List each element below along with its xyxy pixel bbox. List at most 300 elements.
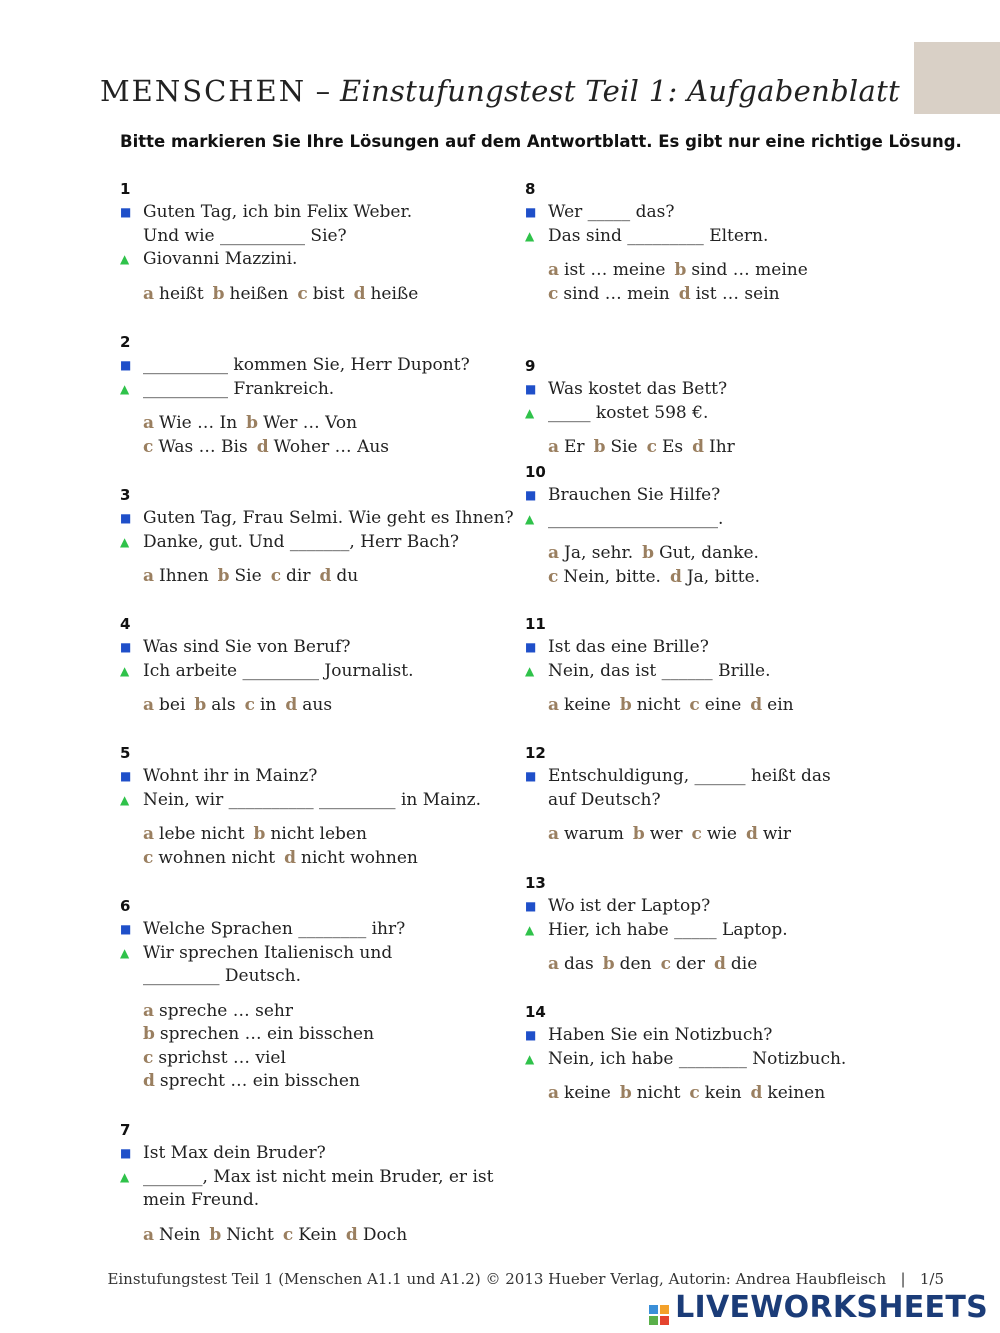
- dialogue-line: [120, 942, 405, 966]
- option-letter: b: [212, 283, 225, 304]
- dialogue-line: [525, 378, 735, 402]
- option-letter: c: [548, 566, 559, 587]
- option-letter: b: [602, 954, 615, 974]
- option-letter: a: [548, 260, 560, 280]
- option-row: [143, 1070, 405, 1094]
- answer-options: [120, 823, 481, 870]
- option-text: Nicht: [226, 1224, 274, 1245]
- option-letter: d: [256, 436, 269, 457]
- option-letter: d: [284, 847, 297, 868]
- option-text: Sie: [234, 566, 262, 586]
- dialogue-line: [120, 1142, 493, 1166]
- dialogue-text: Wir sprechen Italienisch und: [143, 942, 393, 963]
- option-a: [143, 1225, 200, 1245]
- option-letter: d: [319, 566, 332, 586]
- option-a: [143, 695, 185, 715]
- dialogue-line: [525, 508, 760, 532]
- option-d: [692, 437, 735, 457]
- title-subtitle: Einstufungstest Teil 1: Aufgabenblatt: [339, 74, 900, 108]
- title-dash: –: [306, 74, 340, 108]
- option-text: du: [336, 566, 359, 586]
- option-letter: b: [593, 437, 606, 457]
- page-number: 1/5: [919, 1270, 944, 1288]
- option-text: Was … Bis: [158, 436, 248, 457]
- option-text: nicht: [636, 1083, 681, 1103]
- option-letter: c: [646, 437, 657, 457]
- option-letter: c: [660, 954, 671, 974]
- option-text: sprichst … viel: [158, 1047, 286, 1068]
- option-text: ist … meine: [564, 260, 666, 280]
- option-a: [548, 695, 611, 715]
- option-d: [746, 824, 791, 844]
- answer-options: [120, 412, 470, 459]
- option-text: in: [259, 695, 277, 715]
- triangle-marker-icon: ▲: [120, 1169, 130, 1184]
- question-11: [525, 614, 794, 718]
- dialogue-text: mein Freund.: [143, 1190, 260, 1210]
- dialogue-text: _____ kostet 598 €.: [548, 402, 709, 423]
- dialogue-line: [120, 507, 514, 531]
- option-letter: b: [642, 543, 655, 563]
- option-letter: a: [143, 413, 155, 433]
- option-row: [143, 436, 470, 460]
- option-a: [548, 437, 585, 457]
- answer-options: [525, 694, 794, 718]
- answer-options: [525, 542, 760, 589]
- dialogue-text: Ich arbeite _________ Journalist.: [143, 660, 414, 681]
- option-d: [750, 695, 793, 715]
- option-letter: c: [548, 283, 559, 304]
- square-marker-icon: ■: [120, 769, 132, 783]
- option-d: [143, 1071, 360, 1091]
- title-brand: MENSCHEN: [99, 74, 307, 108]
- square-marker-icon: ■: [525, 1028, 537, 1042]
- option-text: nicht: [636, 695, 681, 715]
- option-c: [271, 566, 311, 586]
- option-d: [354, 284, 419, 304]
- option-text: Ihnen: [159, 566, 209, 586]
- question-number: 10: [525, 463, 546, 481]
- question-number: 5: [120, 744, 131, 762]
- option-letter: a: [548, 695, 560, 715]
- option-a: [143, 824, 245, 844]
- option-text: das: [564, 954, 594, 974]
- question-number: 14: [525, 1003, 546, 1021]
- option-letter: a: [143, 1224, 155, 1245]
- option-text: warum: [564, 824, 624, 844]
- dialogue-text: Wer _____ das?: [548, 202, 675, 222]
- option-letter: b: [674, 260, 687, 280]
- option-text: bei: [159, 695, 186, 715]
- option-text: wir: [762, 824, 791, 844]
- dialogue-text: Und wie __________ Sie?: [143, 225, 347, 246]
- answer-options: [120, 1000, 405, 1094]
- option-letter: a: [143, 695, 155, 715]
- question-2: [120, 332, 470, 459]
- option-text: Ihr: [709, 437, 735, 457]
- option-b: [633, 824, 683, 844]
- option-row: [548, 566, 760, 590]
- option-letter: b: [143, 1024, 155, 1044]
- option-letter: c: [297, 283, 308, 304]
- option-letter: c: [691, 824, 702, 844]
- option-letter: d: [669, 566, 682, 587]
- option-row: [143, 1224, 493, 1248]
- option-row: [548, 283, 808, 307]
- option-letter: b: [619, 695, 632, 715]
- option-c: [689, 1083, 741, 1103]
- option-a: [143, 413, 237, 433]
- option-d: [284, 848, 418, 868]
- dialogue-line: [120, 531, 514, 555]
- option-row: [548, 1082, 846, 1106]
- option-row: [548, 694, 794, 718]
- option-letter: d: [745, 824, 758, 844]
- option-b: [246, 413, 357, 433]
- option-text: kein: [704, 1083, 742, 1103]
- question-7: [120, 1120, 493, 1247]
- answer-options: [120, 565, 514, 589]
- option-letter: a: [143, 283, 155, 304]
- question-number: 4: [120, 615, 131, 633]
- option-text: keine: [564, 695, 611, 715]
- answer-options: [525, 953, 788, 977]
- question-number: 11: [525, 615, 546, 633]
- square-marker-icon: ■: [120, 205, 132, 219]
- option-c: [661, 954, 705, 974]
- option-b: [213, 284, 289, 304]
- footer-text: Einstufungstest Teil 1 (Menschen A1.1 und A1.2) © 2013 Hueber Verlag, Autorin: Andrea Haubfleisch: [107, 1270, 887, 1288]
- triangle-marker-icon: ▲: [525, 1051, 535, 1066]
- dialogue-line: [120, 378, 470, 402]
- question-number: 9: [525, 357, 536, 375]
- logo-text: LIVEWORKSHEETS: [675, 1290, 988, 1325]
- page-title: [100, 74, 900, 108]
- question-number: 13: [525, 874, 546, 892]
- option-a: [548, 824, 624, 844]
- option-letter: d: [750, 1083, 763, 1103]
- option-c: [548, 284, 670, 304]
- square-marker-icon: ■: [525, 382, 537, 396]
- option-d: [285, 695, 332, 715]
- option-row: [143, 823, 481, 847]
- dialogue-text: auf Deutsch?: [548, 789, 661, 810]
- dialogue-text: Ist das eine Brille?: [548, 637, 709, 657]
- option-letter: c: [270, 566, 282, 586]
- option-text: sprecht … ein bisschen: [159, 1071, 360, 1091]
- footer-separator: |: [900, 1270, 906, 1288]
- dialogue-text: Wohnt ihr in Mainz?: [143, 766, 318, 786]
- question-14: [525, 1002, 846, 1106]
- option-c: [283, 1225, 337, 1245]
- option-text: wer: [649, 824, 683, 844]
- option-letter: a: [548, 954, 560, 974]
- option-a: [548, 1083, 611, 1103]
- question-6: [120, 896, 405, 1094]
- option-text: heißen: [229, 283, 289, 304]
- triangle-marker-icon: ▲: [525, 663, 535, 678]
- dialogue-line: [525, 636, 794, 660]
- option-text: heiße: [370, 283, 419, 304]
- option-c: [689, 695, 741, 715]
- option-b: [594, 437, 638, 457]
- option-d: [679, 284, 780, 304]
- option-text: sprechen … ein bisschen: [159, 1024, 375, 1044]
- dialogue-text: Haben Sie ein Notizbuch?: [548, 1025, 773, 1045]
- option-row: [548, 436, 735, 460]
- option-b: [620, 695, 681, 715]
- dialogue-text: Was sind Sie von Beruf?: [143, 637, 351, 657]
- option-row: [143, 694, 413, 718]
- option-letter: c: [689, 695, 700, 715]
- square-marker-icon: ■: [525, 899, 537, 913]
- dialogue-line: [525, 765, 831, 789]
- option-letter: d: [353, 283, 366, 304]
- option-b: [620, 1083, 681, 1103]
- question-number: 2: [120, 333, 131, 351]
- option-c: [143, 1048, 286, 1068]
- dialogue-text: Entschuldigung, ______ heißt das: [548, 766, 831, 786]
- option-row: [143, 1047, 405, 1071]
- option-text: lebe nicht: [159, 824, 245, 844]
- option-c: [548, 567, 661, 587]
- option-text: nicht leben: [270, 824, 367, 844]
- option-row: [143, 1000, 405, 1024]
- dialogue-text: Das sind _________ Eltern.: [548, 225, 769, 246]
- option-a: [548, 954, 594, 974]
- dialogue-line: [120, 225, 418, 249]
- option-row: [143, 565, 514, 589]
- dialogue-line: [120, 248, 418, 272]
- option-c: [143, 437, 248, 457]
- answer-options: [525, 436, 735, 460]
- option-letter: b: [246, 413, 259, 433]
- dialogue-text: ____________________.: [548, 508, 724, 529]
- dialogue-line: [120, 1166, 493, 1190]
- option-a: [143, 284, 204, 304]
- option-letter: d: [692, 437, 704, 457]
- option-text: keine: [564, 1083, 611, 1103]
- dialogue-line: [120, 1189, 493, 1213]
- dialogue-line: [120, 354, 470, 378]
- square-marker-icon: ■: [525, 205, 537, 219]
- option-row: [143, 1023, 405, 1047]
- triangle-marker-icon: ▲: [525, 228, 535, 243]
- square-marker-icon: ■: [120, 640, 132, 654]
- option-letter: d: [285, 695, 298, 715]
- dialogue-text: Guten Tag, Frau Selmi. Wie geht es Ihnen?: [143, 508, 514, 528]
- option-c: [245, 695, 277, 715]
- question-1: [120, 179, 418, 306]
- option-letter: a: [143, 566, 155, 586]
- option-b: [143, 1024, 374, 1044]
- liveworksheets-logo: [649, 1290, 988, 1325]
- square-marker-icon: ■: [525, 488, 537, 502]
- dialogue-line: [120, 918, 405, 942]
- option-text: dir: [286, 566, 311, 586]
- option-letter: a: [548, 1083, 560, 1103]
- dialogue-text: Wo ist der Laptop?: [548, 896, 711, 916]
- option-text: sind … meine: [691, 260, 808, 280]
- dialogue-line: [120, 636, 413, 660]
- question-number: 12: [525, 744, 546, 762]
- dialogue-line: [120, 789, 481, 813]
- square-marker-icon: ■: [525, 769, 537, 783]
- option-a: [143, 566, 209, 586]
- option-b: [603, 954, 652, 974]
- square-marker-icon: ■: [120, 922, 132, 936]
- option-d: [714, 954, 757, 974]
- option-letter: c: [282, 1224, 294, 1245]
- option-text: wie: [706, 824, 737, 844]
- dialogue-text: Hier, ich habe _____ Laptop.: [548, 919, 788, 940]
- option-text: der: [675, 954, 705, 974]
- option-letter: a: [548, 543, 560, 563]
- option-letter: d: [345, 1224, 358, 1245]
- option-letter: b: [632, 824, 645, 844]
- question-number: 8: [525, 180, 536, 198]
- option-letter: d: [678, 283, 691, 304]
- option-letter: b: [619, 1083, 632, 1103]
- answer-options: [120, 694, 413, 718]
- option-b: [209, 1225, 274, 1245]
- square-marker-icon: ■: [525, 640, 537, 654]
- option-letter: d: [750, 695, 763, 715]
- option-c: [143, 848, 275, 868]
- option-text: Wie … In: [159, 413, 238, 433]
- dialogue-line: [525, 201, 808, 225]
- option-letter: c: [143, 1047, 154, 1068]
- page-footer: [0, 1270, 944, 1288]
- option-row: [548, 542, 760, 566]
- dialogue-text: Brauchen Sie Hilfe?: [548, 485, 721, 505]
- dialogue-text: _______, Max ist nicht mein Bruder, er ist: [143, 1166, 494, 1187]
- question-number: 3: [120, 486, 131, 504]
- option-letter: b: [217, 566, 230, 586]
- question-10: [525, 462, 760, 589]
- option-text: ist … sein: [695, 283, 780, 304]
- dialogue-line: [525, 225, 808, 249]
- dialogue-line: [525, 660, 794, 684]
- answer-options: [525, 1082, 846, 1106]
- option-letter: a: [548, 437, 560, 457]
- dialogue-line: [525, 919, 788, 943]
- option-text: Nein: [159, 1224, 201, 1245]
- dialogue-text: Nein, das ist ______ Brille.: [548, 660, 771, 681]
- option-text: Ja, bitte.: [686, 566, 761, 587]
- option-text: den: [619, 954, 652, 974]
- option-text: ein: [767, 695, 794, 715]
- dialogue-text: Giovanni Mazzini.: [143, 249, 298, 269]
- option-text: spreche … sehr: [159, 1000, 294, 1021]
- option-letter: c: [143, 436, 154, 457]
- option-text: Woher … Aus: [273, 436, 390, 457]
- option-a: [548, 543, 633, 563]
- option-text: Nein, bitte.: [563, 566, 661, 587]
- dialogue-line: [120, 965, 405, 989]
- dialogue-text: _________ Deutsch.: [143, 966, 301, 986]
- option-c: [692, 824, 737, 844]
- dialogue-line: [525, 1024, 846, 1048]
- option-letter: b: [253, 824, 266, 844]
- dialogue-text: Was kostet das Bett?: [548, 379, 728, 399]
- option-text: Er: [564, 437, 585, 457]
- option-letter: d: [143, 1071, 155, 1091]
- option-letter: c: [143, 847, 154, 868]
- option-text: heißt: [159, 283, 204, 304]
- option-d: [346, 1225, 407, 1245]
- dialogue-line: [525, 789, 831, 813]
- dialogue-line: [525, 895, 788, 919]
- option-letter: b: [194, 695, 207, 715]
- dialogue-text: __________ Frankreich.: [143, 378, 335, 399]
- option-text: Doch: [362, 1224, 408, 1245]
- option-row: [548, 953, 788, 977]
- triangle-marker-icon: ▲: [120, 663, 130, 678]
- triangle-marker-icon: ▲: [120, 792, 130, 807]
- option-d: [257, 437, 389, 457]
- instructions: Bitte markieren Sie Ihre Lösungen auf dem Antwortblatt. Es gibt nur eine richtige Lösung.: [120, 132, 962, 151]
- dialogue-text: Nein, ich habe ________ Notizbuch.: [548, 1048, 847, 1069]
- triangle-marker-icon: ▲: [120, 381, 130, 396]
- option-a: [548, 260, 665, 280]
- option-row: [143, 412, 470, 436]
- option-b: [194, 695, 235, 715]
- dialogue-line: [120, 765, 481, 789]
- dialogue-text: Nein, wir __________ _________ in Mainz.: [143, 789, 482, 810]
- question-3: [120, 485, 514, 589]
- dialogue-text: Guten Tag, ich bin Felix Weber.: [143, 202, 413, 222]
- triangle-marker-icon: ▲: [120, 534, 130, 549]
- option-text: Ja, sehr.: [564, 543, 634, 563]
- option-letter: d: [714, 954, 726, 974]
- question-13: [525, 873, 788, 977]
- square-marker-icon: ■: [120, 358, 132, 372]
- option-letter: a: [548, 824, 560, 844]
- option-row: [548, 823, 831, 847]
- option-text: Wer … Von: [263, 413, 358, 433]
- dialogue-text: Ist Max dein Bruder?: [143, 1143, 326, 1163]
- option-text: keinen: [767, 1083, 826, 1103]
- question-number: 7: [120, 1121, 131, 1139]
- option-text: Gut, danke.: [659, 543, 759, 563]
- dialogue-line: [525, 484, 760, 508]
- option-text: als: [211, 695, 236, 715]
- option-letter: c: [244, 695, 255, 715]
- option-letter: a: [143, 1000, 155, 1021]
- answer-options: [525, 823, 831, 847]
- triangle-marker-icon: ▲: [525, 511, 535, 526]
- question-9: [525, 356, 735, 460]
- option-text: eine: [704, 695, 742, 715]
- question-4: [120, 614, 413, 718]
- answer-options: [525, 259, 808, 306]
- square-marker-icon: ■: [120, 1146, 132, 1160]
- option-letter: a: [143, 824, 155, 844]
- triangle-marker-icon: ▲: [120, 945, 130, 960]
- option-text: Sie: [610, 437, 638, 457]
- option-text: aus: [302, 695, 333, 715]
- option-text: bist: [312, 283, 345, 304]
- dialogue-line: [525, 402, 735, 426]
- option-b: [254, 824, 367, 844]
- option-a: [143, 1001, 293, 1021]
- dialogue-text: Danke, gut. Und _______, Herr Bach?: [143, 531, 459, 552]
- dialogue-line: [120, 201, 418, 225]
- option-row: [548, 259, 808, 283]
- option-c: [297, 284, 344, 304]
- answer-options: [120, 1224, 493, 1248]
